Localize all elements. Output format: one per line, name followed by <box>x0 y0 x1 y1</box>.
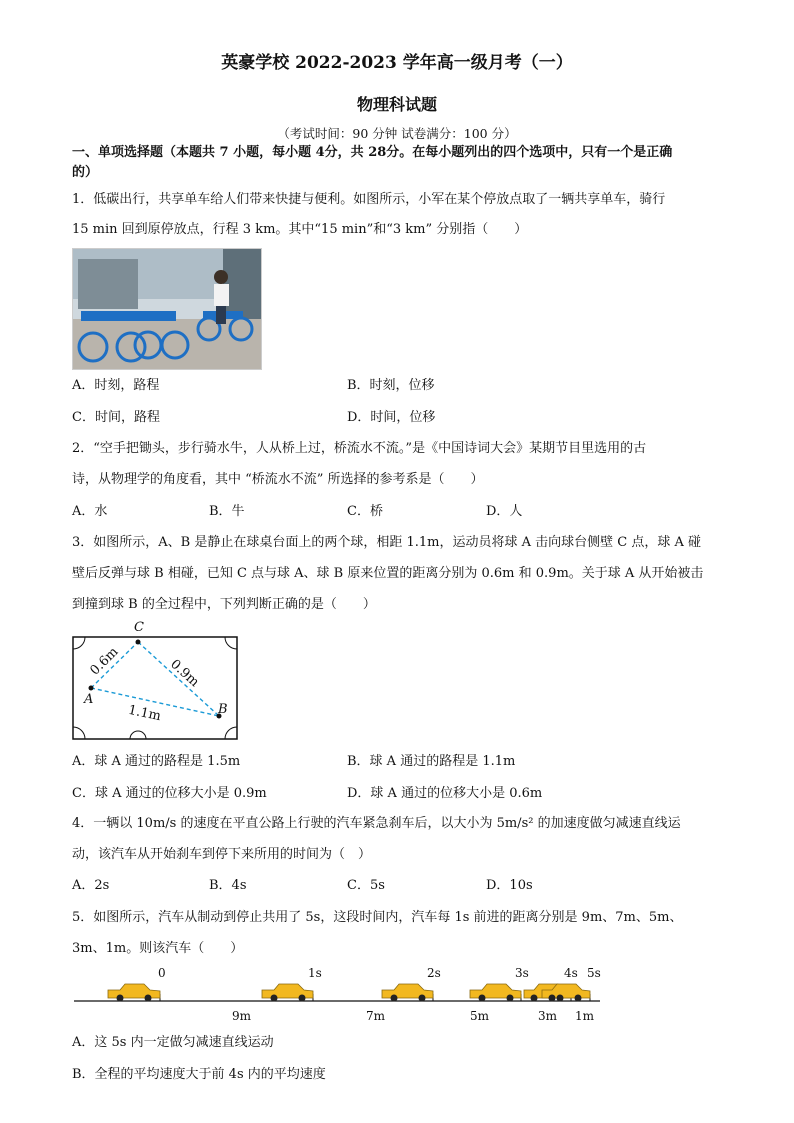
q5-stem-cont: 3m、1m。则该汽车（ ） <box>72 941 244 956</box>
q2-option-d[interactable]: D．人 <box>486 504 523 519</box>
q1-option-c[interactable]: C．时间，路程 <box>72 410 160 425</box>
dist-4: 3m <box>538 1009 558 1023</box>
q1-stem-cont: 15 min 回到原停放点，行程 3 km。其中“15 min”和“3 km” 分别指（ ） <box>72 222 528 237</box>
q4-option-d[interactable]: D．10s <box>486 878 533 893</box>
label-b: B <box>218 702 228 717</box>
dist-2: 7m <box>366 1009 386 1023</box>
time-1: 1s <box>308 966 322 980</box>
q1-option-b[interactable]: B．时刻，位移 <box>347 378 435 393</box>
q2-option-c[interactable]: C．桥 <box>347 504 383 519</box>
q4-stem-cont: 动，该汽车从开始刹车到停下来所用的时间为（ ） <box>72 847 372 862</box>
section-heading: 一、单项选择题（本题共 7 小题，每小题 4分，共 28分。在每小题列出的四个选项中，只有一个是正确 <box>72 145 673 160</box>
exam-info: （考试时间：90 分钟 试卷满分：100 分） <box>277 126 517 141</box>
q2-stem-cont: 诗，从物理学的角度看，其中 “桥流水不流” 所选择的参考系是（ ） <box>72 472 484 487</box>
q4-option-a[interactable]: A．2s <box>72 878 110 893</box>
section-heading-cont: 的） <box>72 165 99 180</box>
q2-option-b[interactable]: B．牛 <box>209 504 245 519</box>
q3-option-a[interactable]: A．球 A 通过的路程是 1.5m <box>72 754 241 769</box>
label-ac: 0.6m <box>87 644 122 679</box>
exam-subtitle: 物理科试题 <box>356 95 437 114</box>
q1-option-d[interactable]: D．时间，位移 <box>347 410 436 425</box>
q3-option-d[interactable]: D．球 A 通过的位移大小是 0.6m <box>347 786 543 801</box>
q2-stem: 2．“空手把锄头，步行骑水牛，人从桥上过，桥流水不流。”是《中国诗词大会》某期节目里选用的古 <box>72 441 647 456</box>
q5-option-b[interactable]: B．全程的平均速度大于前 4s 内的平均速度 <box>72 1067 326 1082</box>
q3-option-b[interactable]: B．球 A 通过的路程是 1.1m <box>347 754 516 769</box>
label-c: C <box>134 620 144 635</box>
q2-option-a[interactable]: A．水 <box>72 504 108 519</box>
time-5: 5s <box>587 966 601 980</box>
label-cb: 0.9m <box>167 656 202 691</box>
q3-stem-cont2: 到撞到球 B 的全过程中，下列判断正确的是（ ） <box>72 597 376 612</box>
q1-stem: 1．低碳出行，共享单车给人们带来快捷与便利。如图所示，小军在某个停放点取了一辆共享单车，骑行 <box>72 192 666 207</box>
label-ab: 1.1m <box>126 702 163 725</box>
q5-stem: 5．如图所示，汽车从制动到停止共用了 5s，这段时间内，汽车每 1s 前进的距离分别是 9m、7m、5m、 <box>72 910 683 925</box>
q3-option-c[interactable]: C．球 A 通过的位移大小是 0.9m <box>72 786 267 801</box>
time-4: 4s <box>564 966 578 980</box>
q1-option-a[interactable]: A．时刻，路程 <box>72 378 160 393</box>
q5-option-a[interactable]: A．这 5s 内一定做匀减速直线运动 <box>72 1035 274 1050</box>
q3-stem-cont: 壁后反弹与球 B 相碰，已知 C 点与球 A、球 B 原来位置的距离分别为 0.6m 和 0.9m。关于球 A 从开始被击 <box>72 566 704 581</box>
q4-option-b[interactable]: B．4s <box>209 878 247 893</box>
time-3: 3s <box>515 966 529 980</box>
q4-stem: 4．一辆以 10m/s 的速度在平直公路上行驶的汽车紧急刹车后，以大小为 5m/s² 的加速度做匀减速直线运 <box>72 816 681 831</box>
q4-option-c[interactable]: C．5s <box>347 878 385 893</box>
car-braking-diagram <box>72 964 602 1028</box>
time-2: 2s <box>427 966 441 980</box>
dist-5: 1m <box>575 1009 595 1023</box>
bike-photo <box>72 248 262 370</box>
label-a: A <box>84 692 94 707</box>
time-0: 0 <box>158 966 166 980</box>
dist-3: 5m <box>470 1009 490 1023</box>
pool-table-diagram <box>72 620 238 740</box>
dist-1: 9m <box>232 1009 252 1023</box>
exam-title: 英豪学校 2022-2023 学年高一级月考（一） <box>221 53 573 73</box>
q3-stem: 3．如图所示，A、B 是静止在球桌台面上的两个球，相距 1.1m，运动员将球 A 击向球台侧壁 C 点，球 A 碰 <box>72 535 701 550</box>
